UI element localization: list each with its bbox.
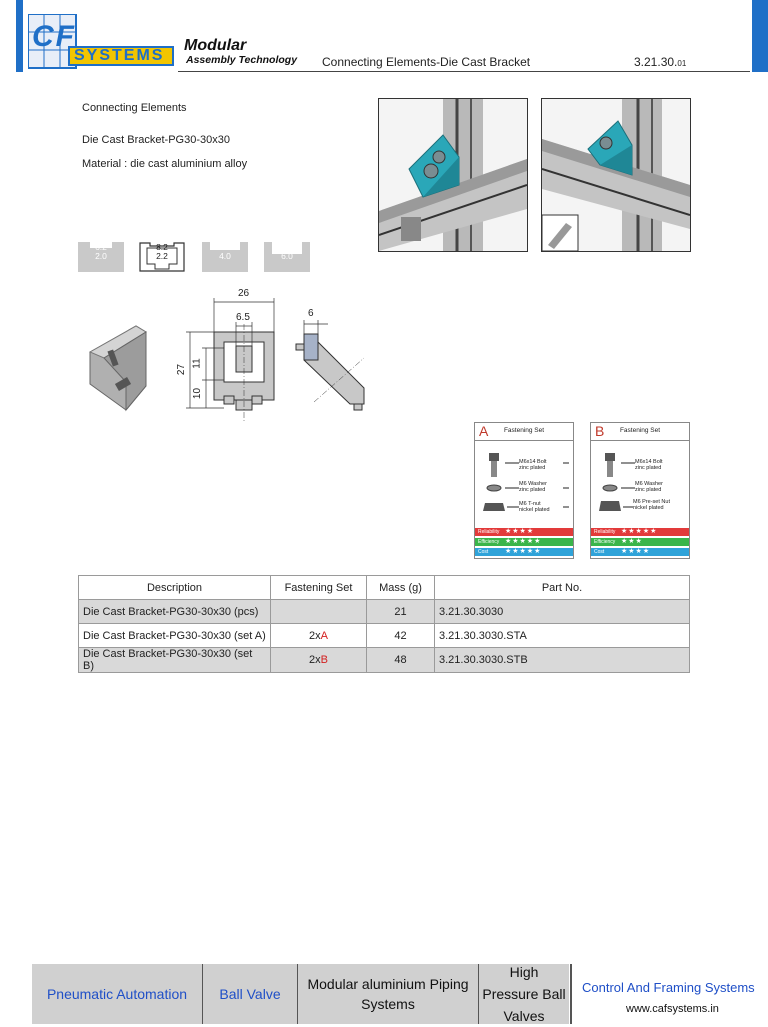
row-part-no: 3.21.30.3030.STA [435, 624, 690, 648]
fastening-set-b-item-3 [633, 499, 670, 511]
fastening-set-b-item-1-name: M6x14 Bolt [635, 459, 663, 465]
dim-upper-11: 11 [191, 358, 203, 369]
fastening-set-a-item-1-finish: zinc plated [519, 465, 546, 471]
intro-line-1: Connecting Elements [82, 102, 187, 114]
assembly-image-2 [541, 98, 691, 252]
row-description: Die Cast Bracket-PG30-30x30 (pcs) [79, 600, 271, 624]
fastening-set-b-item-2-finish: zinc plated [635, 487, 662, 493]
profile-slot-1-top: 6.2 [95, 242, 107, 252]
fastening-set-b-title: Fastening Set [619, 427, 661, 434]
profile-slot-1 [78, 242, 124, 272]
star-icon: ★★★★★ [505, 538, 542, 545]
header-code [634, 55, 686, 69]
col-header-part-no: Part No. [435, 576, 690, 600]
row-fastening-set [271, 648, 367, 673]
profile-slot-2-bottom: 2.2 [156, 251, 168, 261]
row-fastening-set [271, 600, 367, 624]
dim-slot-6-5: 6.5 [236, 312, 250, 323]
set-prefix: 2x [309, 654, 321, 666]
profile-slot-3 [202, 242, 248, 272]
row-fastening-set [271, 624, 367, 648]
rating-label: Efficiency [594, 539, 616, 545]
set-prefix: 2x [309, 629, 321, 642]
fastening-set-b-item-2-name: M6 Washer [635, 481, 663, 487]
rating-label: Cost [478, 549, 489, 555]
left-accent-bar [16, 0, 23, 72]
footer-link-pneumatic-automation[interactable] [32, 964, 202, 1024]
header-code-main: 3.21.30. [634, 55, 678, 69]
fastening-set-a-item-1-name: M6x14 Bolt [519, 459, 547, 465]
fastening-set-b-rating-3 [591, 548, 689, 556]
fastening-set-a-title: Fastening Set [503, 427, 545, 434]
parts-table [78, 575, 690, 673]
profile-slot-2-top: 8.2 [156, 242, 168, 252]
star-icon: ★★★★ [505, 528, 535, 535]
profile-slot-1-bottom: 2.0 [95, 251, 107, 261]
rating-label: Reliability [478, 529, 500, 535]
right-accent-bar [752, 0, 768, 72]
dim-thickness-6: 6 [308, 308, 314, 319]
star-icon: ★★★ [621, 538, 643, 545]
fastening-set-a [474, 422, 574, 559]
footer-link-ball-valve[interactable] [203, 964, 297, 1024]
rating-label: Cost [594, 549, 605, 555]
fastening-set-b-item-3-finish: nickel plated [633, 505, 664, 511]
footer-link-piping-systems[interactable] [298, 964, 478, 1024]
footer-url[interactable]: www.cafsystems.in [626, 1003, 719, 1015]
fastening-set-a-item-3-name: M6 T-nut [519, 501, 541, 507]
header-code-small: 01 [677, 59, 687, 68]
dim-width-26: 26 [238, 288, 250, 299]
profile-slot-2 [139, 242, 185, 272]
star-icon: ★★★★★ [505, 548, 542, 555]
footer-divider [570, 964, 572, 1024]
fastening-set-b-rating-1 [591, 528, 689, 536]
star-icon: ★★★★ [621, 548, 651, 555]
fastening-set-b-letter: B [595, 423, 605, 439]
profile-slot-4 [264, 242, 310, 272]
fastening-set-a-rating-1 [475, 528, 573, 536]
row-part-no: 3.21.30.3030.STB [435, 648, 690, 673]
table-header-row [79, 576, 690, 600]
table-row [79, 600, 690, 624]
fastening-set-b-item-1-finish: zinc plated [635, 465, 662, 471]
profile-slot-3-top: 10.2 [216, 242, 234, 252]
row-mass: 48 [367, 648, 435, 673]
set-letter: A [320, 629, 328, 642]
profile-slot-3-bottom: 4.0 [219, 251, 231, 261]
fastening-set-a-item-3-finish: nickel plated [519, 507, 550, 513]
profile-slot-4-bottom: 6.0 [281, 251, 293, 261]
fastening-set-a-letter: A [479, 423, 489, 439]
profile-slot-row [78, 242, 318, 274]
logo-text: SYSTEMS [74, 47, 165, 64]
fastening-set-a-item-2-finish: zinc plated [519, 487, 546, 493]
assembly-image-1 [378, 98, 528, 252]
fastening-set-b-rating-2 [591, 538, 689, 546]
footer-link-high-pressure-ball-valves[interactable] [479, 964, 569, 1024]
rating-label: Efficiency [478, 539, 500, 545]
fastening-set-b-item-2 [635, 481, 663, 493]
col-header-mass: Mass (g) [367, 576, 435, 600]
fastening-set-a-item-2-name: M6 Washer [519, 481, 547, 487]
fastening-set-b-item-1 [635, 459, 663, 471]
header-section: Connecting Elements-Die Cast Bracket [322, 55, 531, 69]
intro-line-2: Die Cast Bracket-PG30-30x30 [82, 134, 230, 146]
header-title: Modular [184, 37, 247, 54]
footer-brand: Control And Framing Systems [582, 980, 755, 995]
profile-slot-4-top: 10.2 [278, 242, 296, 252]
bracket-side-view [294, 308, 378, 418]
fastening-set-a-item-3 [519, 501, 550, 513]
row-description: Die Cast Bracket-PG30-30x30 (set B) [79, 648, 271, 673]
header-subtitle: Assembly Technology [186, 54, 298, 66]
footer-link-label: Ball Valve [219, 986, 281, 1002]
fastening-set-a-rating-2 [475, 538, 573, 546]
footer-link-label: High Pressure Ball Valves [482, 964, 566, 1024]
col-header-fastening-set: Fastening Set [271, 576, 367, 600]
row-part-no: 3.21.30.3030 [435, 600, 690, 624]
table-row [79, 624, 690, 648]
row-mass: 21 [367, 600, 435, 624]
logo [28, 14, 174, 70]
table-row [79, 648, 690, 673]
fastening-set-b [590, 422, 690, 559]
bracket-front-view [176, 284, 290, 424]
fastening-set-a-item-1 [519, 459, 547, 471]
set-letter: B [320, 654, 328, 666]
dim-height-27: 27 [176, 363, 188, 376]
star-icon: ★★★★★ [621, 528, 658, 535]
header-divider [178, 71, 750, 72]
dim-lower-10: 10 [192, 387, 204, 400]
logo-letters: CF [32, 20, 76, 53]
footer-link-label: Modular aluminium Piping Systems [307, 976, 469, 1012]
bracket-3d-view [86, 322, 166, 414]
row-description: Die Cast Bracket-PG30-30x30 (set A) [79, 624, 271, 648]
footer-link-label: Pneumatic Automation [46, 986, 188, 1002]
fastening-set-a-rating-3 [475, 548, 573, 556]
rating-label: Reliability [594, 529, 616, 535]
intro-line-3: Material : die cast aluminium alloy [82, 158, 248, 170]
row-mass: 42 [367, 624, 435, 648]
fastening-set-b-item-3-name: M6 Pre-set Nut [633, 499, 670, 505]
fastening-set-a-item-2 [519, 481, 547, 493]
col-header-description: Description [79, 576, 271, 600]
